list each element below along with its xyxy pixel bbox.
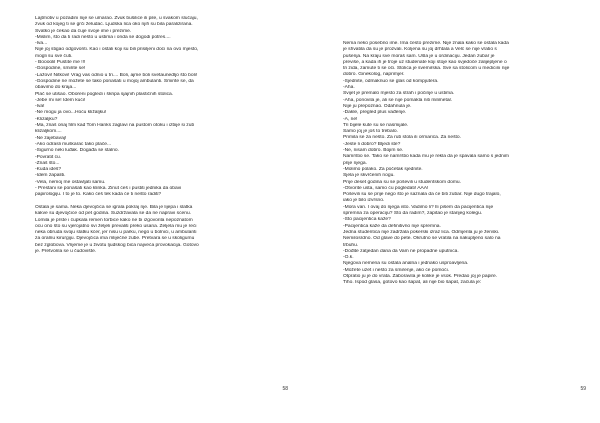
text-line: prije njega.: [343, 160, 367, 166]
text-line: kakve su djevojčice od pet godina. Suzdržavala se da ne napravi scenu.: [35, 211, 192, 217]
text-line: -O.k.: [343, 255, 354, 261]
text-line: -Jebe mi se! Idem kući!: [35, 97, 86, 103]
text-line: klizaljkom....: [35, 129, 62, 135]
text-line: -Možete uzet i nešto za smirenje, ako će pomoći.: [343, 267, 450, 273]
text-line: -Sigurno neki luđak. Događa se stalno.: [35, 148, 120, 154]
text-line: -Jeste li dobro? Bljedi ste?: [343, 141, 401, 147]
text-line: -Otvorite usta, samo ću pogledati! AAA!: [343, 185, 429, 191]
text-line: Sjela je skvrčenih nogu.: [343, 173, 395, 179]
text-line: -Dakle, pregled plus vađenje.: [343, 110, 407, 116]
text-line: pušenja. Na kraju sve moraš sam. Ušla je u ordinaciju. Jedan zubar je: [343, 53, 495, 59]
text-line: Svatko je čekao da čuje svoje ime i prezime.: [35, 28, 132, 34]
right-page: [300, 0, 600, 423]
text-line: Samo joj je još to trebalo.: [343, 129, 398, 135]
text-line: -Vela, nemoj me ostavljati samu.: [35, 179, 106, 185]
text-line: Otpratio ju je do vrata. Zaboravila je kolike je vsok. Predao joj je papire.: [343, 273, 498, 279]
text-line: Namrštio se. Tako se namrštio kada mu je rekla da je spavala samo s jednim: [343, 154, 509, 160]
text-line: je shvatila da su je prozvali. Koljena su joj drhtala a Velć se nije vratio s: [343, 47, 497, 53]
text-line: -Povratit ću.: [35, 154, 62, 160]
text-line: -Pacijentica kaže da definitivno nije spremna.: [343, 223, 441, 229]
text-line: dobro. Ginekolog, naprimjer.: [343, 72, 405, 78]
text-line: Plač se utišao. Oboreni pogledi i škripa sjajnih plastičnih stolica.: [35, 91, 174, 97]
left-page-text: [35, 16, 282, 255]
text-line: -Aha, ponovila je, ali se nije pomakla niti milimetar.: [343, 97, 453, 103]
text-line: papirologiju. I to je to. Kako ćeš tek kada će ti nešto raditi?: [35, 192, 162, 198]
text-line: -Kuda ideš?: [35, 167, 62, 173]
text-line: tri zida, zamute ti se oči. Stolica je svemirska. Sve sa stolicom u medicini nije: [343, 66, 510, 72]
text-line: -Znaš što...: [35, 160, 60, 166]
text-line: bez zglobova. Vrijeme je u životu ljudskog bića najveća provokacija. Gotovo: [35, 242, 199, 248]
left-page-number: 58: [282, 386, 288, 392]
text-line: -Aha.: [343, 85, 355, 91]
text-line: -Idem zapaliti.: [35, 173, 66, 179]
text-line: -Dođite zatjedan dana da Vam ne propadne uputnica.: [343, 248, 459, 254]
text-line: neka obruda svoju slatku kćer, jer nisu u parku, nego u bolnici, u ambulanti: [35, 230, 197, 236]
text-line: previše, a kada ih je troje uz studenate koji stoje kao svjedoče zalijepljene o: [343, 59, 507, 65]
text-line: Nema neko posebno ime. Ima često prezime. Nije znala kako se ostala kada: [343, 41, 509, 46]
text-line: -Ne mogu ja ovo...Hoću kližaljku!: [35, 110, 107, 116]
text-line: -A, ne!: [343, 116, 358, 122]
text-line: Tiho. Ispod glasa, gotovo kao šapat, ali nije bio šapat, začula je:: [343, 280, 482, 286]
text-line: - Prestani se ponašati kao klinka. Zinut ćeš i pustiti jednika da obavi: [35, 186, 182, 192]
text-line: mogli su sve čuti.: [35, 53, 73, 59]
text-line: -Gospodine, smirite se!: [35, 66, 86, 72]
text-line: -Mislim, što da ti radi nešto u ustima i onda se dogodi potres....: [35, 34, 171, 40]
text-line: -Gospodine ne možete se tako ponašati u mojoj ambulanti. Smirite se, da: [35, 78, 194, 84]
text-line: Poševili su se prije nego što je saznala da će biti zubar. Nije dugo trajalo,: [343, 192, 501, 198]
text-line: Primila se za nešto. Za rub stola ili ormarića. Za nešto.: [343, 135, 461, 141]
text-line: Jedna studentica nije zadržala pokerski izraz lica. Odmjerila ju je ženski.: [343, 229, 500, 235]
text-line: spremna za operaciju? Što da radim?, zapitao je starijeg kolegu.: [343, 211, 483, 217]
text-line: je. Pretvorila se u čudovište.: [35, 248, 97, 254]
text-line: -Sjednite, odmaknuo se glas od kompjutera.: [343, 78, 439, 84]
text-line: zvuk od kojeg ti se grči želudac. Ljudska lica oko njih su bila paralizirana.: [35, 22, 193, 28]
text-line: -Ne, nisam dobro. Bojim se.: [343, 148, 404, 154]
text-line: -Ne zajebavaj!: [35, 135, 67, 141]
text-line: - Boooolil Pustite me !!!: [35, 60, 86, 66]
text-line: -Molimo polako. Za početak sjednite.: [343, 166, 423, 172]
text-line: Lomila je prste i čupkala remen torbice kako ne bi izgovorila nepoznatom: [35, 217, 193, 223]
text-line: Prije deset godina su se poševili u studentskom domu.: [343, 179, 461, 185]
text-line: Nemilosrdno. Od glave do pete. Okrutno se vratila na nakupljeno salo na: [343, 236, 501, 242]
text-line: Lajtmotiv u pozadini nije se umarao. Zvuk bušilice ili pile, u svakom slučaju,: [35, 16, 198, 21]
text-line: Njegova nemena su ostala analna i jednako usproavljena.: [343, 261, 469, 267]
text-line: -Što pacijentica kaže?: [343, 217, 391, 223]
text-line: trbuhu.: [343, 242, 359, 248]
text-line: Tri bijele kute su se nasmijale.: [343, 122, 409, 128]
text-line: ocu ono što su vjerojatno svi željeli prevaliti preko usana. Željela mu je reći: [35, 223, 197, 229]
text-line: -Lažovi! Nitkovi! Vrag vas odnio u tri.... Boli, ajme boli svetaunedljo što boli!: [35, 72, 198, 78]
right-page-number: 59: [580, 386, 586, 392]
text-line: -Iva...: [35, 41, 48, 47]
text-line: za oralnu kirurgiju. Djevojčica ima mliječne zube. Pretvara se u skoligumu: [35, 236, 195, 242]
right-page-text: [343, 41, 576, 287]
text-line: -Iva!: [35, 104, 45, 110]
text-line: -Mora van. I ovaj do njega isto. Vadimo li? Ili pišem da pacijentica nije: [343, 204, 494, 210]
text-line: -Ma, znaš onaj film kad Tom Hanks zaglavi na pustom otoku i izbije si zub: [35, 123, 195, 129]
text-line: -Ako odrasli muškarac tako plače...: [35, 141, 112, 147]
text-line: Nije joj stigao odgovoriti. Kao i ostali koji su bili prisiljeni doći na ovo mjesto,: [35, 47, 199, 53]
text-line: Svijet je premalo mjesto za strah i počinje u ustima.: [343, 91, 455, 97]
text-line: iako je bilo izvrsno.: [343, 198, 385, 204]
text-line: obavimo do kraja...: [35, 85, 77, 91]
text-line: Ostala je sama. Neka djevojčica se igrala pokraj nje. Bila je lijepa i slatka: [35, 204, 193, 210]
text-line: Nije ju prepoznao. Odahnula je.: [343, 103, 412, 109]
text-line: -Klizaljku?: [35, 116, 58, 122]
